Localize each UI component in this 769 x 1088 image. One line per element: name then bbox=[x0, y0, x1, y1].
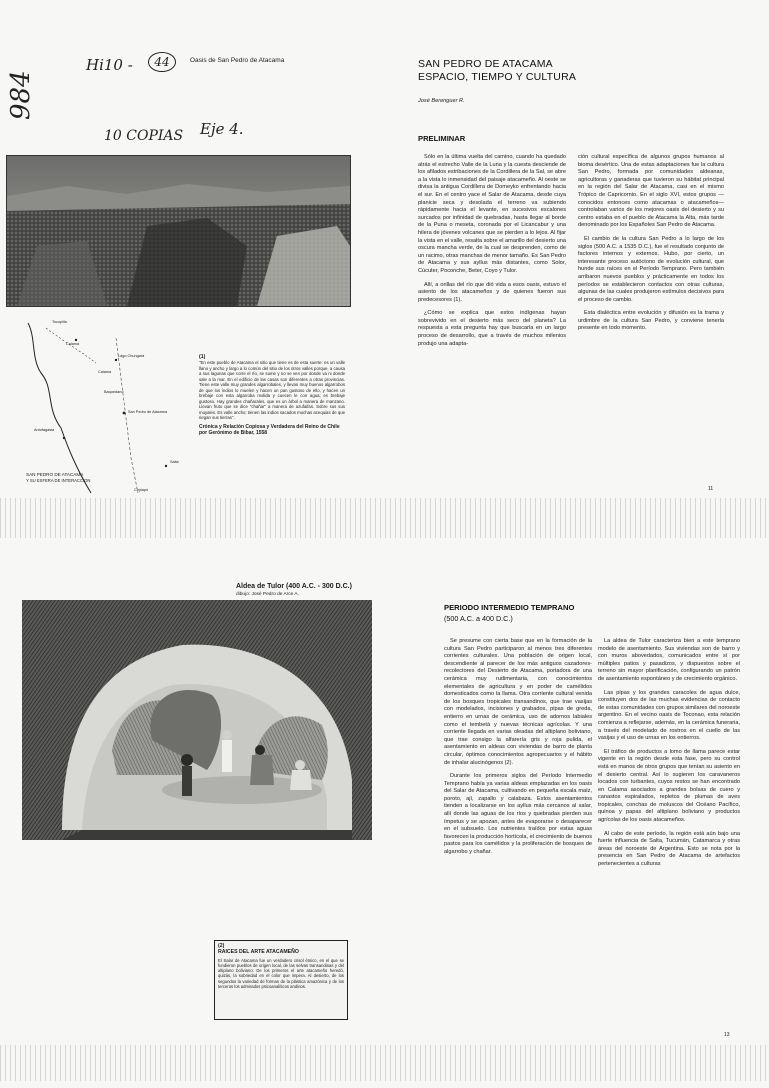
period-column-1 bbox=[444, 638, 592, 863]
page-number: 13 bbox=[724, 1032, 730, 1038]
map-drawing bbox=[6, 318, 196, 498]
figure-credit: dibujo: José Pedro de Arce A. bbox=[236, 592, 299, 597]
handwritten-copies: 10 COPIAS bbox=[104, 128, 184, 144]
quote-number: (1) bbox=[199, 354, 206, 360]
info-box-number: (2) bbox=[218, 943, 225, 949]
map-caption: Y SU ESFERA DE INTERACCION bbox=[26, 478, 91, 483]
handwritten-vertical-number: 984 bbox=[6, 70, 36, 120]
map bbox=[6, 318, 196, 498]
article-column-1 bbox=[418, 154, 566, 354]
map-label: Calama bbox=[98, 370, 112, 374]
info-box-title: RAICES DEL ARTE ATACAMEÑO bbox=[218, 949, 299, 956]
info-box bbox=[214, 940, 348, 1020]
period-heading-line2: (500 A.C. a 400 D.C.) bbox=[444, 614, 513, 623]
map-label: San Pedro de Atacama bbox=[128, 410, 168, 414]
paragraph: Las pipas y los grandes caracoles de agua dulce, constituyen dos de las muchas evidencias de contacto de estas comunidades con grupos similares del noroeste argentino. En el vecino oasis de Toconao, esta relación comienza a reflejarse, además, en la cerámica funeraria, a través del modelado de rostros en el cuello de las vasijas y el uso de urnas en los entierros. bbox=[598, 689, 740, 742]
village-illustration bbox=[22, 600, 372, 840]
paragraph: Al cabo de este período, la región está aún bajo una fuerte influencia de Salta, Tucumán, Catamarca y otras áreas del noroeste de Argentina. Esto se nota por la presencia en San Pedro de Atacama de artefactos pertenecientes a culturas bbox=[598, 830, 740, 868]
paragraph: Se presume con cierta base que en la formación de la cultura San Pedro participaron al menos tres diferentes corrientes culturales. Una población de origen local, descendiente al parecer de los más antiguos cazadores-recolectores del Desierto de Atacama, portadora de una cerámica muy rudimentaria, con conocimientos elementales de agricultura y en poder de camélidos domesticados como la llama. Otra corriente cultural venida de los bosques tropicales transandinos, que trae vasijas con modelados, incisiones y grabados, pipas de greda, entierro en urnas de cerámica, uso de adornos labiales como el tembetá y nuevas técnicas agrícolas. Y una corriente llegada en varias oleadas del altiplano boliviano, que trae consigo la alfarería gris y roja pulida, el asentamiento en aldeas con viviendas de barro de planta circular, óptimos conocimientos agropecuarios y el hábito de inhalar alucinógenos (2). bbox=[444, 638, 592, 766]
map-label: Baquedano bbox=[104, 390, 124, 394]
map-label: Lago Chungará bbox=[118, 354, 145, 358]
tulor-village-drawing bbox=[22, 600, 372, 840]
figure-title: Aldea de Tulor (400 A.C. - 300 D.C.) bbox=[236, 583, 352, 590]
paragraph: Esta dialéctica entre evolución y difusión es la trama y urdimbre de la cultura San Pedro, y conviene tenerla presente en todo momento. bbox=[578, 310, 724, 332]
period-column-2 bbox=[598, 638, 740, 875]
map-label: Antofagasta bbox=[34, 428, 55, 432]
handwritten-code: Hi10 - bbox=[86, 56, 133, 74]
running-header: Oasis de San Pedro de Atacama bbox=[190, 57, 285, 64]
paragraph: ¿Cómo se explica que estos indígenas hayan sobrevivido en el desierto más seco del planeta? La respuesta a esta pregunta hay que buscarla en un largo proceso de desarrollo, que a través de muchos milenios produjo una adapta- bbox=[418, 310, 566, 347]
map-caption: SAN PEDRO DE ATACAMA bbox=[26, 472, 84, 477]
quote-box bbox=[196, 352, 348, 474]
article-column-2 bbox=[578, 154, 724, 339]
paragraph: Durante los primeros siglos del Período Intermedio Temprano había ya varias aldeas emplazadas en los oasis del Salar de Atacama, cultivando en pequeña escala maíz, poroto, ají, zapallo y calabaza. Estos asentamientos tienden a localizarse en los ayllus más cercanos al salar, allí donde las aguas de los ríos y quebradas pierden sus ímpetus y se apozan, antes de evaporarse o desaparecer en el subsuelo. Los nutrientes traídos por estas aguas favorecen la producción hortícola, el crecimiento de buenos pastos para los camélidos y la proliferación de bosques de algarrobo y chañar. bbox=[444, 773, 592, 856]
landscape-photo bbox=[6, 155, 351, 307]
handwritten-eje: Eje 4. bbox=[200, 120, 244, 138]
map-label: Copiapó bbox=[134, 488, 149, 492]
paragraph: La aldea de Tulor caracteriza bien a este temprano modelo de asentamiento. Sus viviendas son de barro y con muros abovedados, comunicados entre sí por múltiples patios y pasadizos, y dispuestos sobre el terreno sin mayor planificación, configurando un patrón de asentamiento espontáneo y de crecimiento orgánico. bbox=[598, 638, 740, 682]
map-label: Tocopilla bbox=[52, 320, 67, 324]
handwritten-circled-number: 44 bbox=[148, 52, 176, 72]
quote-text: "En este pueblo de Atacama el sitio que tiene es de esta suerte: es un valle llano y ancho y largo a lo común del sitio de los otros valles porque, a causa a sus lagunas que corre el río, se sume y no se ven por donde va ni donde sale a la mar. En el edificio de las casas son diferentes a otras provincias. Tiene este valle muy grandes algarrobales, y llevan muy buenos algarrobos de que los indios lo muelen y hacen un pan gustoso de ello, y hacen un brebaje con esta algarroba molida y cuecen le con agua; es brebaje gustoso. Hay grandes chañarales, que es un árbol a manera de manzano. Llevan fruto que se dice "chañar" a manera de azufaifas. Sobre sus sus muyales. Es valle ancho; tienen las indios sacados muchas acequias de que riegan sus tierras". bbox=[199, 360, 345, 421]
article-author: José Berenguer R. bbox=[418, 98, 465, 104]
article-title-line1: SAN PEDRO DE ATACAMA bbox=[418, 58, 553, 70]
article-title-line2: ESPACIO, TIEMPO Y CULTURA bbox=[418, 71, 577, 83]
section-heading: PRELIMINAR bbox=[418, 134, 466, 143]
quote-source: Crónica y Relación Copiosa y Verdadera del Reino de Chile por Gerónimo de Bibar, 1558 bbox=[199, 423, 340, 436]
paragraph: ción cultural específica de algunos grupos humanos al bioma desértico. Una de estas adaptaciones fue la cultura San Pedro, formada por comunidades aldeanas, agricultoras y ganaderas que tuvieron su hábitat principal en la región del Salar de Atacama, casi en el mismo Trópico de Capricornio. En el siglo XVI, estos grupos —conocidos entonces como atacamas o atacameños— controlaban varios de los mejores oasis del desierto y su centro estaba en el pueblo de Atacama la Alta, más tarde denominado por los Españoles San Pedro de Atacama. bbox=[578, 154, 724, 229]
paragraph: El cambio de la cultura San Pedro a lo largo de los siglos (500 A.C. a 1535 D.C.), fue el resultado conjunto de factores internos y externos. Hubo, por cierto, un interesante proceso autóctono de evolución cultural, que hunde sus raíces en el Período Temprano. Pero también arribaron nuevos pueblos y prácticamente en todos los períodos se establecieron contactos con otras culturas, algunas de las cuales produjeron estímulos decisivos para el proceso de cambio. bbox=[578, 235, 724, 303]
landscape-illustration bbox=[7, 156, 350, 306]
period-heading-line1: PERIODO INTERMEDIO TEMPRANO bbox=[444, 603, 575, 612]
paragraph: El tráfico de productos a lomo de llama parece estar vigente en la región desde esta fase, pero su control está en manos de otros grupos que tenían su asiento en el desierto central. Así lo sugieren los caravaneros locados con turbantes, cuyos restos se han encontrado en Calama asociados a grandes bolsas de cuero y canastos espiralados, repletos de plumas de aves tropicales, conchas de moluscos del Océano Pacífico, quinoa y papas del altiplano boliviano y productos agrícolas de los oasis atacameños. bbox=[598, 748, 740, 824]
info-box-text: El Salar de Atacama fue un verdadero crisol étnico, en el que se fundieron pueblos de origen local, de las selvas transandinas y del altiplano boliviano. De los primeros el arte atacameño heredó, quizás, la sobriedad en el color que impera. Al desierto, de los segundos la variedad de formas de la plástica amazónica y de los terceros los admirados psicoanalíticos andinos. bbox=[218, 957, 344, 989]
paragraph: Sólo en la última vuelta del camino, cuando ha quedado atrás el estrecho Valle de la Luna y la cuesta desciende de los afilados estribaciones de la Cordillera de la Sal, se abre a la vista lo inmensidad del paisaje atacameño. Al oeste se divisa la antigua Cordillera de Domeyko enfrentando hacia el sur. En el centro yace el Salar de Atacama, desde cuya planicie seca y desolada el terreno va subiendo rápidamente hacia el levante, en sucesivos escalones surcados por infinidad de quebradas, hasta llegar al borde de la Puna o meseta, coronada por el Licancabur y una hilera de jóvenes volcanes que se pierden a lo lejos. Al fijar la vista en el valle, resalta sobre el amarillo del desierto una oscura mancha verde, de la cual se desprenden, como de un racimo, otras manchas de menor tamaño. Es San Pedro de Atacama y sus ayllus más distantes, como Solor, Cúcuter, Poconche, Beter, Coyo y Tulor. bbox=[418, 154, 567, 274]
paragraph: Allí, a orillas del río que dió vida a esos oasis, estuvo el asiento de los atacameños y de quienes fueron sus predecesores (1). bbox=[418, 281, 566, 303]
scan-noise bbox=[0, 498, 769, 538]
page-number: 11 bbox=[708, 486, 714, 492]
map-label: Calama bbox=[66, 342, 80, 346]
scan-noise bbox=[0, 1045, 769, 1081]
map-label: Salta bbox=[170, 460, 179, 464]
